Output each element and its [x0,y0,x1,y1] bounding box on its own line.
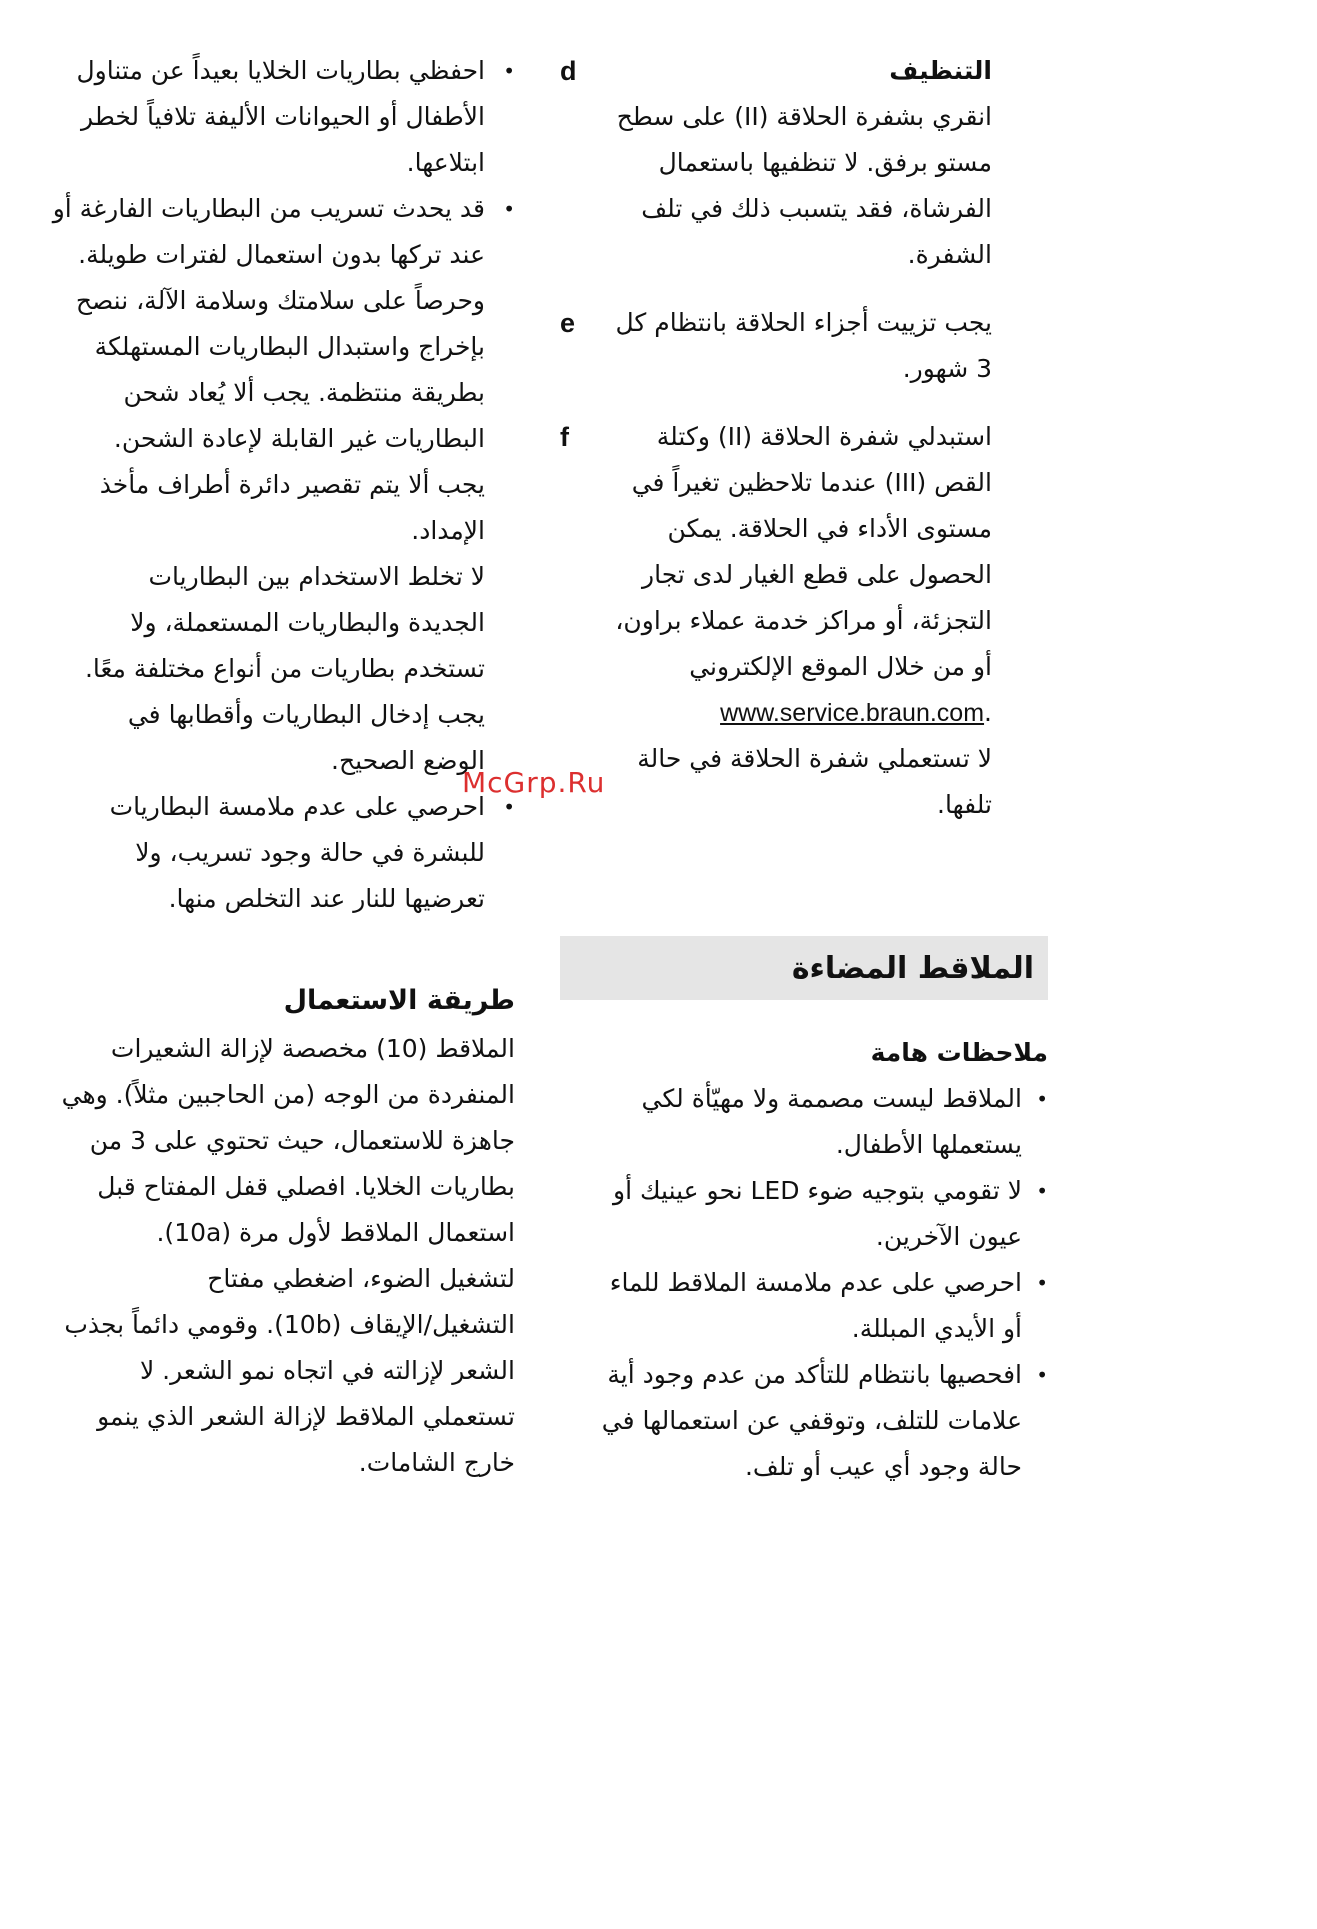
usage-line: تستعملي الملاقط لإزالة الشعر الذي ينمو [97,1402,515,1431]
bullet-icon: • [503,59,515,83]
step-d-line: انقري بشفرة الحلاقة (II) على سطح [616,102,992,131]
list-item-line: افحصيها بانتظام للتأكد من عدم وجود أية [607,1360,1022,1389]
usage-line: استعمال الملاقط لأول مرة (10a). [156,1218,515,1247]
list-item-line: بطريقة منتظمة. يجب ألا يُعاد شحن [123,378,485,407]
step-d-cleaning [560,48,1048,278]
right-column [560,48,1048,1490]
list-item [18,784,515,922]
list-item-line: لا تخلط الاستخدام بين البطاريات [148,562,485,591]
usage-line: الملاقط (10) مخصصة لإزالة الشعيرات [110,1034,515,1063]
step-f-line: مستوى الأداء في الحلاقة. يمكن [667,514,992,543]
usage-line: الشعر لإزالته في اتجاه نمو الشعر. لا [139,1356,515,1385]
bullet-icon: • [503,197,515,221]
list-item-line: يجب ألا يتم تقصير دائرة أطراف مأخذ [99,470,485,499]
bullet-icon: • [1036,1271,1048,1295]
list-item-line: الوضع الصحيح. [331,746,485,775]
usage-line: التشغيل/الإيقاف (10b). وقومي دائماً بجذب [64,1310,515,1339]
bullet-icon: • [1036,1087,1048,1111]
list-item-line: الإمداد. [411,516,485,545]
step-e-lubrication [560,300,1048,392]
usage-line: جاهزة للاستعمال، حيث تحتوي على 3 من [89,1126,515,1155]
left-column [18,48,515,1486]
illuminated-tweezers-banner [560,936,1048,1000]
battery-warnings-list [18,48,515,922]
list-item-line: عيون الآخرين. [875,1222,1022,1251]
step-f-line: استبدلي شفرة الحلاقة (II) وكتلة [656,422,992,451]
step-d-title: التنظيف [889,56,992,85]
step-d-line: الفرشاة، فقد يتسبب ذلك في تلف [641,194,992,223]
step-letter-f: f [560,422,569,452]
list-item-line: البطاريات غير القابلة لإعادة الشحن. [113,424,485,453]
step-e-line: يجب تزييت أجزاء الحلاقة بانتظام كل [615,308,992,337]
list-item-line: لا تقومي بتوجيه ضوء LED نحو عينيك أو [613,1176,1022,1205]
list-item-line: تستخدم بطاريات من أنواع مختلفة معًا. [84,654,485,683]
list-item-line: الجديدة والبطاريات المستعملة، ولا [130,608,485,637]
list-item [560,1352,1048,1490]
list-item [560,1168,1048,1260]
step-f-line: تلفها. [937,790,992,819]
step-f-line: القص (III) عندما تلاحظين تغيراً في [631,468,992,497]
watermark: McGrp.Ru [462,766,606,799]
bullet-icon: • [1036,1179,1048,1203]
step-d-line: الشفرة. [907,240,992,269]
list-item-line: قد يحدث تسريب من البطاريات الفارغة أو [52,194,485,223]
list-item [18,186,515,784]
usage-body [18,1026,515,1486]
usage-line: بطاريات الخلايا. افصلي قفل المفتاح قبل [97,1172,515,1201]
list-item-line: الملاقط ليست مصممة ولا مهيّأة لكي [641,1084,1022,1113]
usage-line: خارج الشامات. [358,1448,515,1477]
url-suffix: . [984,698,992,727]
step-f-line: الحصول على قطع الغيار لدى تجار [642,560,992,589]
usage-heading: طريقة الاستعمال [283,985,515,1016]
important-notes-list [560,1076,1048,1490]
list-item-line: احرصي على عدم ملامسة الملاقط للماء [609,1268,1022,1297]
usage-line: لتشغيل الضوء، اضغطي مفتاح [207,1264,515,1293]
list-item-line: بإخراج واستبدال البطاريات المستهلكة [94,332,485,361]
step-f-line: أو من خلال الموقع الإلكتروني [689,652,992,681]
list-item [18,48,515,186]
step-letter-e: e [560,308,576,338]
list-item [560,1076,1048,1168]
list-item-line: يستعملها الأطفال. [835,1130,1022,1159]
banner-title: الملاقط المضاءة [791,950,1034,986]
list-item-line: يجب إدخال البطاريات وأقطابها في [127,700,485,729]
bullet-icon: • [503,795,515,819]
list-item-line: احرصي على عدم ملامسة البطاريات [109,792,485,821]
list-item-line: الأطفال أو الحيوانات الأليفة تلافياً لخطر [81,102,485,131]
list-item-line: تعرضيها للنار عند التخلص منها. [168,884,485,913]
list-item [560,1260,1048,1352]
list-item-line: وحرصاً على سلامتك وسلامة الآلة، ننصح [75,286,485,315]
usage-line: المنفردة من الوجه (من الحاجبين مثلاً). وهي [61,1080,515,1109]
bullet-icon: • [1036,1363,1048,1387]
list-item-line: علامات للتلف، وتوقفي عن استعمالها في [601,1406,1022,1435]
important-notes-heading: ملاحظات هامة [870,1038,1048,1067]
step-f-line: لا تستعملي شفرة الحلاقة في حالة [637,744,992,773]
list-item-line: حالة وجود أي عيب أو تلف. [744,1452,1022,1481]
list-item-line: ابتلاعها. [406,148,485,177]
step-d-line: مستو برفق. لا تنظفيها باستعمال [658,148,992,177]
step-letter-d: d [560,56,577,86]
list-item-line: أو الأيدي المبللة. [851,1314,1022,1343]
step-f-url-line [560,690,992,736]
list-item-line: احفظي بطاريات الخلايا بعيداً عن متناول [76,56,485,85]
service-website-link[interactable]: www.service.braun.com [720,699,985,727]
list-item-line: للبشرة في حالة وجود تسريب، ولا [135,838,485,867]
list-item-line: عند تركها بدون استعمال لفترات طويلة. [78,240,485,269]
step-f-replacement [560,414,1048,828]
step-e-line: 3 شهور. [902,354,992,383]
step-f-line: التجزئة، أو مراكز خدمة عملاء براون، [615,606,992,635]
